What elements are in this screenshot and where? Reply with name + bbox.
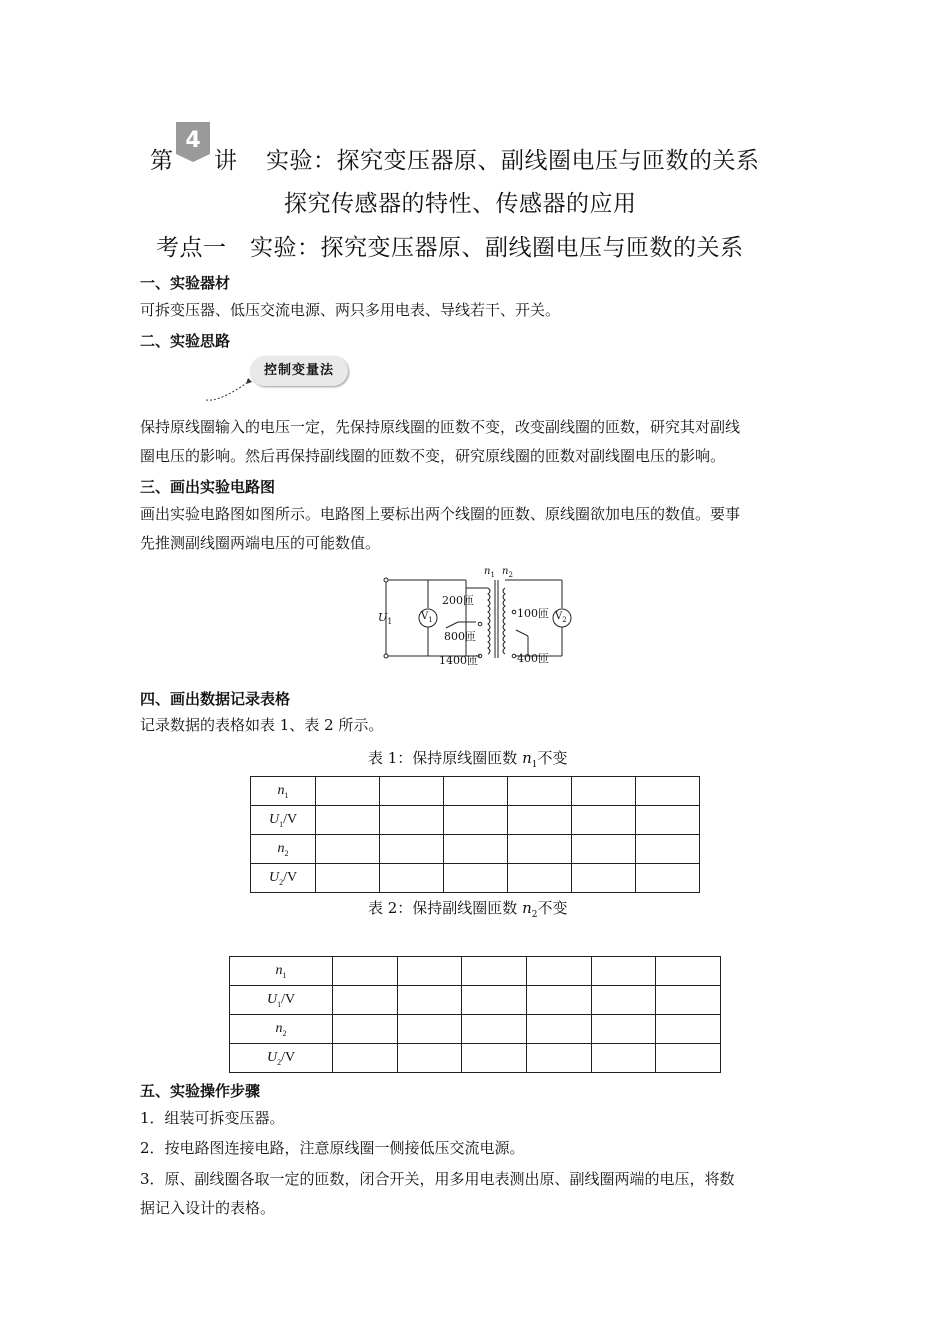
row-label: $U_1/V$ [251,806,316,835]
table-row [251,835,700,864]
page-title-line2: 探究传感器的特性、传感器的应用 [284,191,637,217]
control-variable-tag: 控制变量法 [250,356,348,386]
idea-text-line1: 保持原线圈输入的电压一定，先保持原线圈的匝数不变，改变副线圈的匝数，研究其对副线 [140,418,741,436]
step-1: 1．组装可拆变压器。 [140,1109,285,1127]
section-heading-equipment: 一、实验器材 [140,274,231,292]
step-3-line2: 据记入设计的表格。 [140,1199,276,1217]
row-label: $n_2$ [251,835,316,864]
lecture-prefix: 第 [150,148,174,174]
tap-800-label: 800匝 [444,630,476,643]
section-heading-idea: 二、实验思路 [140,332,231,350]
row-label: $n_1$ [251,777,316,806]
equipment-text: 可拆变压器、低压交流电源、两只多用电表、导线若干、开关。 [140,301,561,319]
table-row [251,777,700,806]
section-heading-steps: 五、实验操作步骤 [140,1082,261,1100]
table-row [230,1015,721,1044]
tap-1400-label: 1400匝 [439,654,478,667]
circuit-diagram [376,566,576,670]
page-title-line1: 实验：探究变压器原、副线圈电压与匝数的关系 [266,148,760,174]
step-2: 2．按电路图连接电路，注意原线圈一侧接低压交流电源。 [140,1139,525,1157]
lecture-suffix: 讲 [214,148,238,174]
idea-text-line2: 圈电压的影响。然后再保持副线圈的匝数不变，研究原线圈的匝数对副线圈电压的影响。 [140,447,726,465]
table-row [230,1044,721,1073]
v1-label: $V_1$ [421,611,433,624]
row-label: $U_1/V$ [230,986,333,1015]
table1-caption: 表 1：保持原线圈匝数 $n_1$不变 [368,749,568,770]
u1-label: $U_1$ [378,611,393,627]
table-row [251,864,700,893]
table1 [250,776,700,893]
tap-400-label: 400匝 [517,652,549,665]
table2-caption: 表 2：保持副线圈匝数 $n_2$不变 [368,899,568,920]
step-3-line1: 3．原、副线圈各取一定的匝数，闭合开关，用多用电表测出原、副线圈两端的电压，将数 [140,1170,735,1188]
n2-label: $n_2$ [502,566,513,579]
v2-label: $V_2$ [555,611,567,624]
table-row [230,986,721,1015]
lecture-number: 4 [185,128,201,153]
topic-title: 考点一 实验：探究变压器原、副线圈电压与匝数的关系 [156,235,744,261]
table-intro-text: 记录数据的表格如表 1、表 2 所示。 [140,716,384,734]
row-label: $n_1$ [230,957,333,986]
row-label: $U_2/V$ [251,864,316,893]
n1-label: $n_1$ [484,566,495,579]
section-heading-circuit: 三、画出实验电路图 [140,478,276,496]
tap-100-label: 100匝 [517,607,549,620]
circuit-text-line2: 先推测副线圈两端电压的可能数值。 [140,534,381,552]
circuit-text-line1: 画出实验电路图如图所示。电路图上要标出两个线圈的匝数、原线圈欲加电压的数值。要事 [140,505,741,523]
section-heading-table: 四、画出数据记录表格 [140,690,291,708]
row-label: $U_2/V$ [230,1044,333,1073]
table2 [229,956,721,1073]
row-label: $n_2$ [230,1015,333,1044]
table-row [251,806,700,835]
table-row [230,957,721,986]
tap-200-label: 200匝 [442,594,474,607]
lecture-number-badge [176,122,210,162]
